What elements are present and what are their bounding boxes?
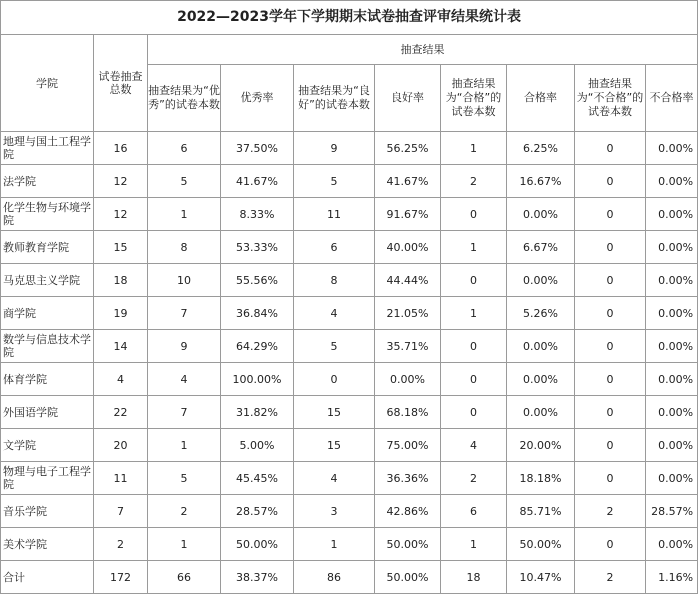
cell-fail-rate: 1.16% xyxy=(646,561,698,594)
cell-good-rate: 91.67% xyxy=(375,198,441,231)
cell-good-rate: 50.00% xyxy=(375,561,441,594)
table-title: 2022—2023学年下学期期末试卷抽查评审结果统计表 xyxy=(1,1,698,35)
cell-pass-count: 0 xyxy=(441,330,507,363)
cell-good-rate: 50.00% xyxy=(375,528,441,561)
cell-pass-count: 1 xyxy=(441,528,507,561)
cell-excellent-rate: 28.57% xyxy=(221,495,294,528)
cell-excellent-rate: 100.00% xyxy=(221,363,294,396)
header-good-rate: 良好率 xyxy=(375,65,441,132)
cell-good-rate: 0.00% xyxy=(375,363,441,396)
cell-college: 化学生物与环境学院 xyxy=(1,198,94,231)
header-group: 抽查结果 xyxy=(148,35,698,65)
cell-good-rate: 68.18% xyxy=(375,396,441,429)
cell-fail-count: 0 xyxy=(575,330,646,363)
cell-fail-count: 0 xyxy=(575,198,646,231)
header-pass-count: 抽查结果为“合格”的试卷本数 xyxy=(441,65,507,132)
header-fail-count: 抽查结果为“不合格”的试卷本数 xyxy=(575,65,646,132)
cell-pass-count: 0 xyxy=(441,198,507,231)
cell-good-count: 1 xyxy=(294,528,375,561)
cell-excellent-rate: 5.00% xyxy=(221,429,294,462)
cell-college: 数学与信息技术学院 xyxy=(1,330,94,363)
table-row xyxy=(1,396,698,429)
cell-fail-count: 0 xyxy=(575,165,646,198)
cell-college: 法学院 xyxy=(1,165,94,198)
cell-good-count: 5 xyxy=(294,165,375,198)
cell-college: 教师教育学院 xyxy=(1,231,94,264)
header-fail-rate: 不合格率 xyxy=(646,65,698,132)
cell-excellent-rate: 41.67% xyxy=(221,165,294,198)
cell-good-rate: 75.00% xyxy=(375,429,441,462)
cell-good-rate: 36.36% xyxy=(375,462,441,495)
cell-college: 合计 xyxy=(1,561,94,594)
cell-pass-rate: 0.00% xyxy=(507,396,575,429)
cell-excellent-count: 6 xyxy=(148,132,221,165)
cell-good-rate: 42.86% xyxy=(375,495,441,528)
cell-total: 7 xyxy=(94,495,148,528)
cell-excellent-rate: 53.33% xyxy=(221,231,294,264)
cell-total: 16 xyxy=(94,132,148,165)
cell-fail-rate: 0.00% xyxy=(646,528,698,561)
cell-good-count: 11 xyxy=(294,198,375,231)
cell-total: 12 xyxy=(94,198,148,231)
cell-excellent-rate: 36.84% xyxy=(221,297,294,330)
table-row xyxy=(1,363,698,396)
cell-college: 地理与国土工程学院 xyxy=(1,132,94,165)
cell-excellent-count: 1 xyxy=(148,198,221,231)
cell-pass-rate: 16.67% xyxy=(507,165,575,198)
header-good-count: 抽查结果为“良好”的试卷本数 xyxy=(294,65,375,132)
cell-pass-rate: 50.00% xyxy=(507,528,575,561)
cell-pass-count: 1 xyxy=(441,132,507,165)
cell-fail-count: 0 xyxy=(575,462,646,495)
table-row xyxy=(1,429,698,462)
cell-pass-count: 0 xyxy=(441,264,507,297)
cell-pass-count: 1 xyxy=(441,297,507,330)
cell-good-count: 6 xyxy=(294,231,375,264)
cell-total: 19 xyxy=(94,297,148,330)
cell-fail-rate: 0.00% xyxy=(646,264,698,297)
cell-good-count: 0 xyxy=(294,363,375,396)
table-row xyxy=(1,462,698,495)
cell-fail-rate: 0.00% xyxy=(646,132,698,165)
cell-excellent-rate: 50.00% xyxy=(221,528,294,561)
cell-excellent-rate: 37.50% xyxy=(221,132,294,165)
cell-pass-count: 6 xyxy=(441,495,507,528)
cell-total: 22 xyxy=(94,396,148,429)
cell-excellent-count: 1 xyxy=(148,429,221,462)
table-row xyxy=(1,528,698,561)
cell-good-rate: 40.00% xyxy=(375,231,441,264)
cell-pass-rate: 0.00% xyxy=(507,330,575,363)
cell-excellent-count: 9 xyxy=(148,330,221,363)
cell-pass-count: 4 xyxy=(441,429,507,462)
cell-pass-rate: 18.18% xyxy=(507,462,575,495)
cell-good-count: 9 xyxy=(294,132,375,165)
header-total: 试卷抽查总数 xyxy=(94,35,148,132)
cell-fail-rate: 0.00% xyxy=(646,462,698,495)
cell-pass-rate: 6.25% xyxy=(507,132,575,165)
cell-total: 18 xyxy=(94,264,148,297)
cell-fail-rate: 0.00% xyxy=(646,297,698,330)
header-excellent-rate: 优秀率 xyxy=(221,65,294,132)
cell-good-rate: 41.67% xyxy=(375,165,441,198)
cell-fail-count: 0 xyxy=(575,396,646,429)
cell-total: 2 xyxy=(94,528,148,561)
cell-good-rate: 56.25% xyxy=(375,132,441,165)
cell-college: 音乐学院 xyxy=(1,495,94,528)
cell-good-count: 8 xyxy=(294,264,375,297)
cell-fail-count: 0 xyxy=(575,363,646,396)
cell-fail-rate: 0.00% xyxy=(646,363,698,396)
cell-excellent-rate: 55.56% xyxy=(221,264,294,297)
cell-fail-rate: 0.00% xyxy=(646,231,698,264)
cell-good-count: 15 xyxy=(294,396,375,429)
cell-pass-rate: 0.00% xyxy=(507,264,575,297)
cell-excellent-count: 5 xyxy=(148,165,221,198)
cell-fail-rate: 0.00% xyxy=(646,330,698,363)
cell-excellent-rate: 38.37% xyxy=(221,561,294,594)
cell-college: 外国语学院 xyxy=(1,396,94,429)
table-row xyxy=(1,297,698,330)
cell-good-count: 3 xyxy=(294,495,375,528)
cell-excellent-count: 2 xyxy=(148,495,221,528)
table-row xyxy=(1,330,698,363)
cell-excellent-count: 7 xyxy=(148,297,221,330)
cell-good-count: 5 xyxy=(294,330,375,363)
cell-college: 物理与电子工程学院 xyxy=(1,462,94,495)
cell-fail-rate: 28.57% xyxy=(646,495,698,528)
table-row xyxy=(1,132,698,165)
cell-excellent-rate: 31.82% xyxy=(221,396,294,429)
cell-total: 4 xyxy=(94,363,148,396)
cell-fail-rate: 0.00% xyxy=(646,429,698,462)
cell-excellent-count: 66 xyxy=(148,561,221,594)
cell-total: 14 xyxy=(94,330,148,363)
cell-pass-rate: 0.00% xyxy=(507,363,575,396)
cell-total: 15 xyxy=(94,231,148,264)
cell-pass-count: 0 xyxy=(441,363,507,396)
cell-excellent-count: 10 xyxy=(148,264,221,297)
cell-good-count: 4 xyxy=(294,297,375,330)
cell-fail-count: 2 xyxy=(575,495,646,528)
cell-pass-count: 2 xyxy=(441,462,507,495)
cell-fail-count: 0 xyxy=(575,429,646,462)
cell-pass-count: 2 xyxy=(441,165,507,198)
cell-good-count: 4 xyxy=(294,462,375,495)
cell-fail-rate: 0.00% xyxy=(646,198,698,231)
cell-college: 体育学院 xyxy=(1,363,94,396)
table-row xyxy=(1,165,698,198)
cell-excellent-count: 4 xyxy=(148,363,221,396)
cell-fail-count: 0 xyxy=(575,231,646,264)
cell-excellent-count: 5 xyxy=(148,462,221,495)
cell-fail-count: 0 xyxy=(575,297,646,330)
cell-excellent-rate: 64.29% xyxy=(221,330,294,363)
cell-excellent-count: 1 xyxy=(148,528,221,561)
cell-fail-rate: 0.00% xyxy=(646,396,698,429)
cell-total: 20 xyxy=(94,429,148,462)
cell-pass-rate: 5.26% xyxy=(507,297,575,330)
cell-pass-count: 1 xyxy=(441,231,507,264)
header-college: 学院 xyxy=(1,35,94,132)
cell-pass-rate: 0.00% xyxy=(507,198,575,231)
cell-total: 12 xyxy=(94,165,148,198)
cell-pass-count: 18 xyxy=(441,561,507,594)
table-row xyxy=(1,198,698,231)
cell-college: 文学院 xyxy=(1,429,94,462)
cell-pass-rate: 85.71% xyxy=(507,495,575,528)
cell-pass-rate: 10.47% xyxy=(507,561,575,594)
cell-college: 马克思主义学院 xyxy=(1,264,94,297)
cell-fail-count: 0 xyxy=(575,528,646,561)
cell-fail-count: 0 xyxy=(575,132,646,165)
header-pass-rate: 合格率 xyxy=(507,65,575,132)
table-row xyxy=(1,495,698,528)
cell-good-rate: 21.05% xyxy=(375,297,441,330)
cell-good-rate: 35.71% xyxy=(375,330,441,363)
cell-excellent-rate: 45.45% xyxy=(221,462,294,495)
cell-fail-count: 2 xyxy=(575,561,646,594)
cell-college: 商学院 xyxy=(1,297,94,330)
cell-excellent-count: 7 xyxy=(148,396,221,429)
cell-pass-rate: 6.67% xyxy=(507,231,575,264)
cell-good-rate: 44.44% xyxy=(375,264,441,297)
cell-college: 美术学院 xyxy=(1,528,94,561)
cell-good-count: 15 xyxy=(294,429,375,462)
table-row-total xyxy=(1,561,698,594)
cell-total: 11 xyxy=(94,462,148,495)
header-excellent-count: 抽查结果为“优秀”的试卷本数 xyxy=(148,65,221,132)
cell-pass-rate: 20.00% xyxy=(507,429,575,462)
cell-pass-count: 0 xyxy=(441,396,507,429)
cell-fail-count: 0 xyxy=(575,264,646,297)
cell-fail-rate: 0.00% xyxy=(646,165,698,198)
cell-good-count: 86 xyxy=(294,561,375,594)
table-row xyxy=(1,231,698,264)
cell-excellent-rate: 8.33% xyxy=(221,198,294,231)
cell-excellent-count: 8 xyxy=(148,231,221,264)
cell-total: 172 xyxy=(94,561,148,594)
table-row xyxy=(1,264,698,297)
